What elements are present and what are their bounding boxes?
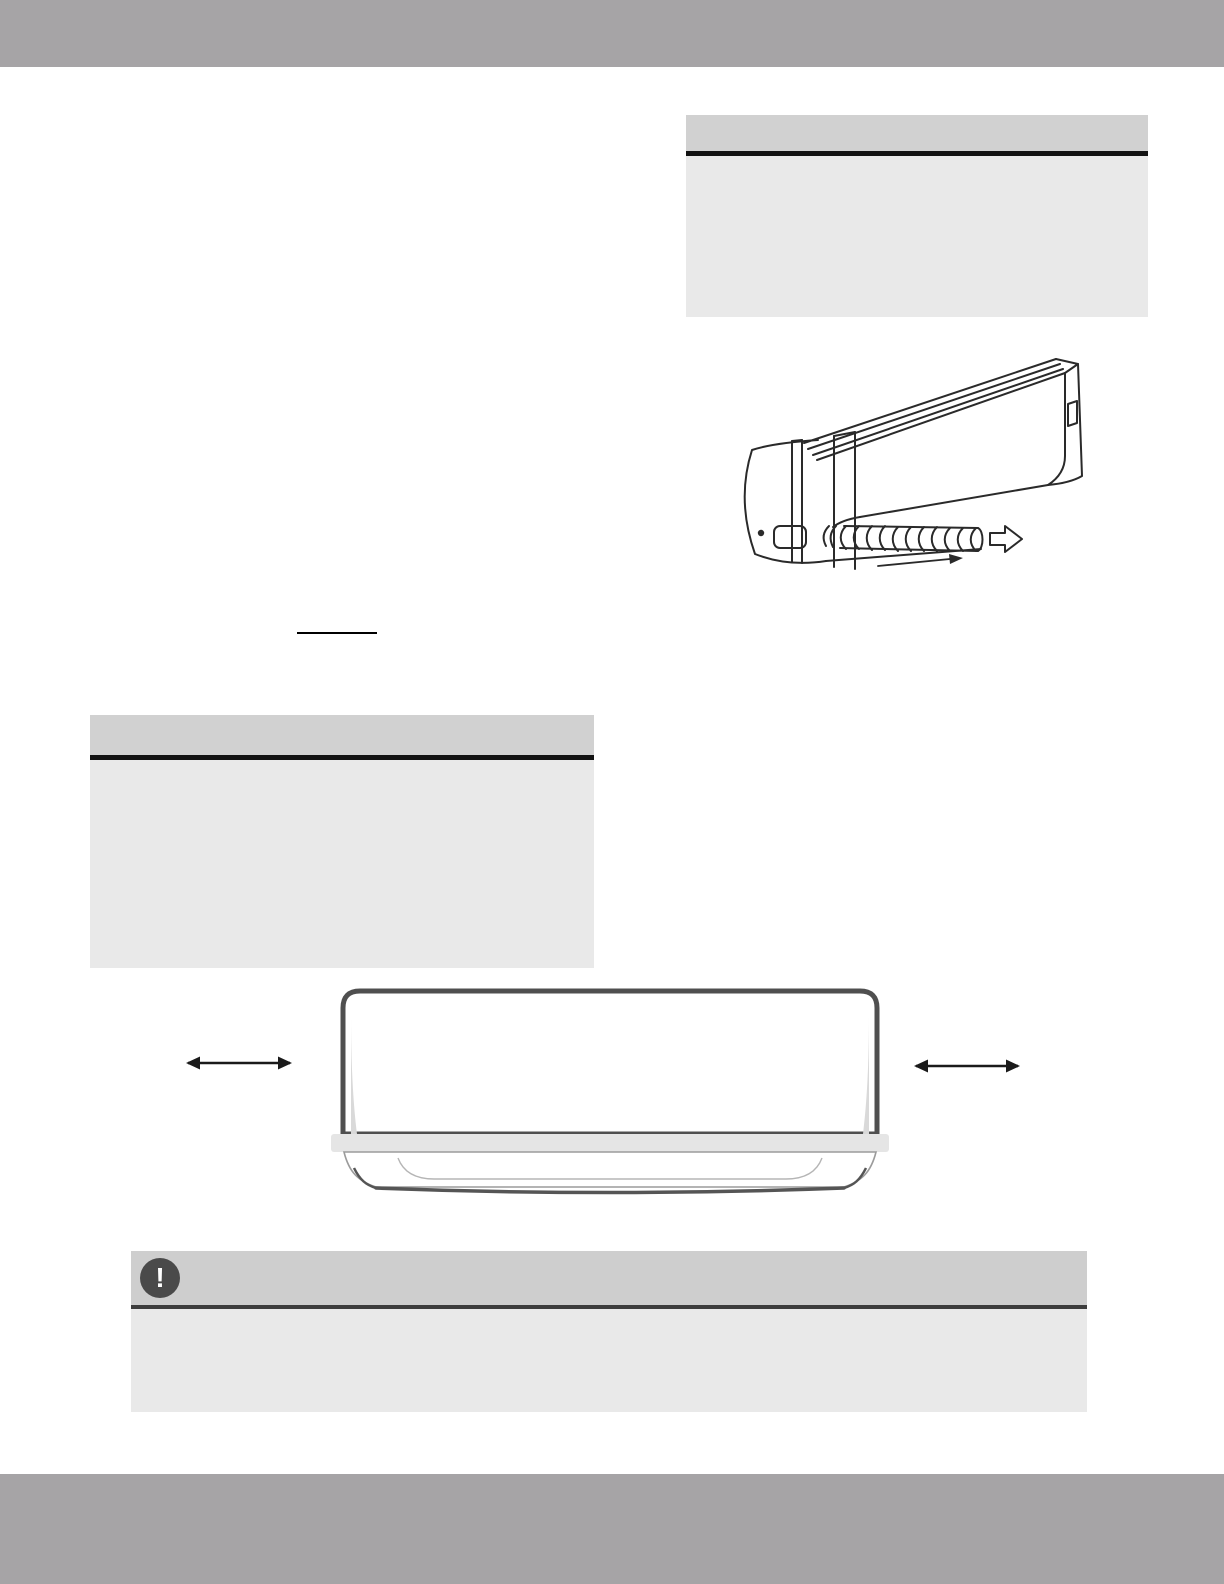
- page-bottom-band: [0, 1474, 1224, 1584]
- note-box-header: [686, 115, 1148, 151]
- unit-front-lower-edge: [860, 485, 1048, 517]
- drain-hose: [824, 517, 983, 551]
- clearance-arrow-left-icon: [178, 1051, 300, 1075]
- note-box-header: [90, 715, 594, 755]
- caution-box-body: [131, 1309, 1087, 1412]
- text-underline: [297, 632, 377, 634]
- clearance-arrow-right-icon: [906, 1054, 1028, 1078]
- page-top-band: [0, 0, 1224, 67]
- flow-arrow-outline-icon: [990, 526, 1022, 552]
- unit-top-fins: [804, 359, 1065, 460]
- note-box-body: [90, 760, 594, 968]
- unit-bottom-panel: [344, 1152, 876, 1193]
- caution-box-header: [131, 1251, 1087, 1305]
- indoor-unit-front-illustration: [330, 982, 890, 1200]
- unit-outlet-band: [331, 1134, 889, 1152]
- unit-front-body: [343, 991, 877, 1134]
- caution-box: [131, 1251, 1087, 1412]
- note-box-left: [90, 715, 594, 968]
- indoor-unit-rear-illustration: [728, 340, 1108, 585]
- note-box-body: [686, 156, 1148, 317]
- note-box-top-right: [686, 115, 1148, 317]
- exclamation-icon: !: [140, 1258, 180, 1298]
